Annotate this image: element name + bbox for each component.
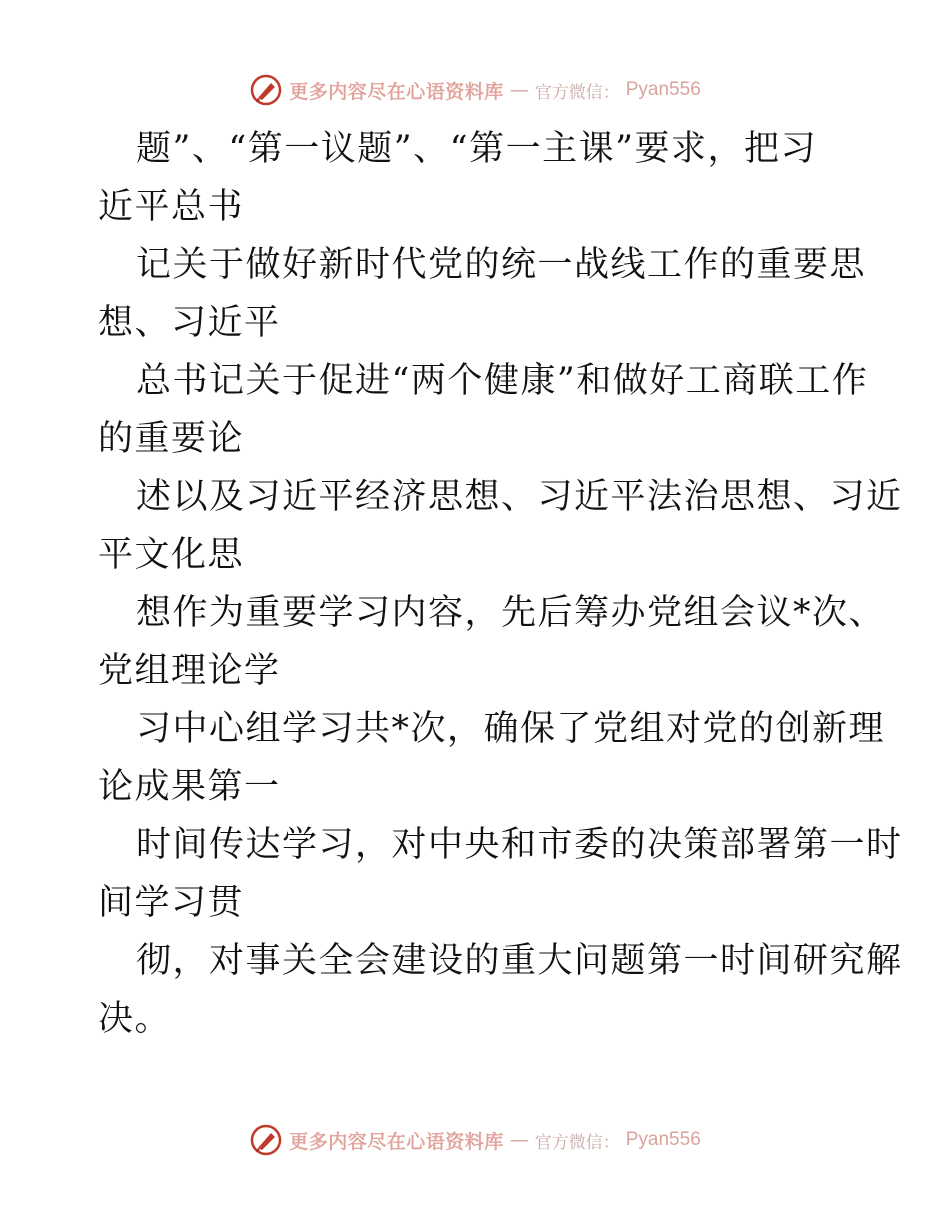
watermark-separator: — [509, 79, 529, 101]
text-line: 的重要论 [98, 419, 245, 459]
watermark-text: 更多内容尽在心语资料库 [289, 80, 504, 103]
footer-watermark [0, 1120, 950, 1160]
text-line: 近平总书 [98, 187, 245, 227]
watermark-id: Pyan556 [625, 1129, 701, 1150]
text-line: 党组理论学 [98, 651, 281, 691]
header-watermark [0, 70, 950, 110]
text-line: 总书记关于促进“两个健康”和做好工商联工作 [136, 361, 869, 401]
text-line: 想作为重要学习内容，先后筹办党组会议*次、 [136, 593, 886, 633]
watermark-separator: — [509, 1129, 529, 1151]
text-line: 想、习近平 [98, 303, 281, 343]
text-line: 彻，对事关全会建设的重大问题第一时间研究解 [136, 941, 903, 981]
watermark-sub: 官方微信： [534, 1132, 620, 1153]
text-line: 题”、“第一议题”、“第一主课”要求，把习 [136, 129, 817, 169]
text-line: 平文化思 [98, 535, 245, 575]
watermark-text: 更多内容尽在心语资料库 [289, 1130, 504, 1153]
text-line: 决。 [98, 999, 172, 1039]
text-line: 间学习贯 [98, 883, 245, 923]
text-line: 论成果第一 [98, 767, 281, 807]
pen-logo-icon [249, 1123, 283, 1157]
text-line: 记关于做好新时代党的统一战线工作的重要思 [136, 245, 867, 285]
text-line: 述以及习近平经济思想、习近平法治思想、习近 [136, 477, 903, 517]
document-body [98, 120, 903, 1048]
watermark-id: Pyan556 [625, 79, 701, 100]
watermark-sub: 官方微信： [534, 82, 620, 103]
text-line: 习中心组学习共*次，确保了党组对党的创新理 [136, 709, 886, 749]
text-line: 时间传达学习，对中央和市委的决策部署第一时 [136, 825, 903, 865]
pen-logo-icon [249, 73, 283, 107]
